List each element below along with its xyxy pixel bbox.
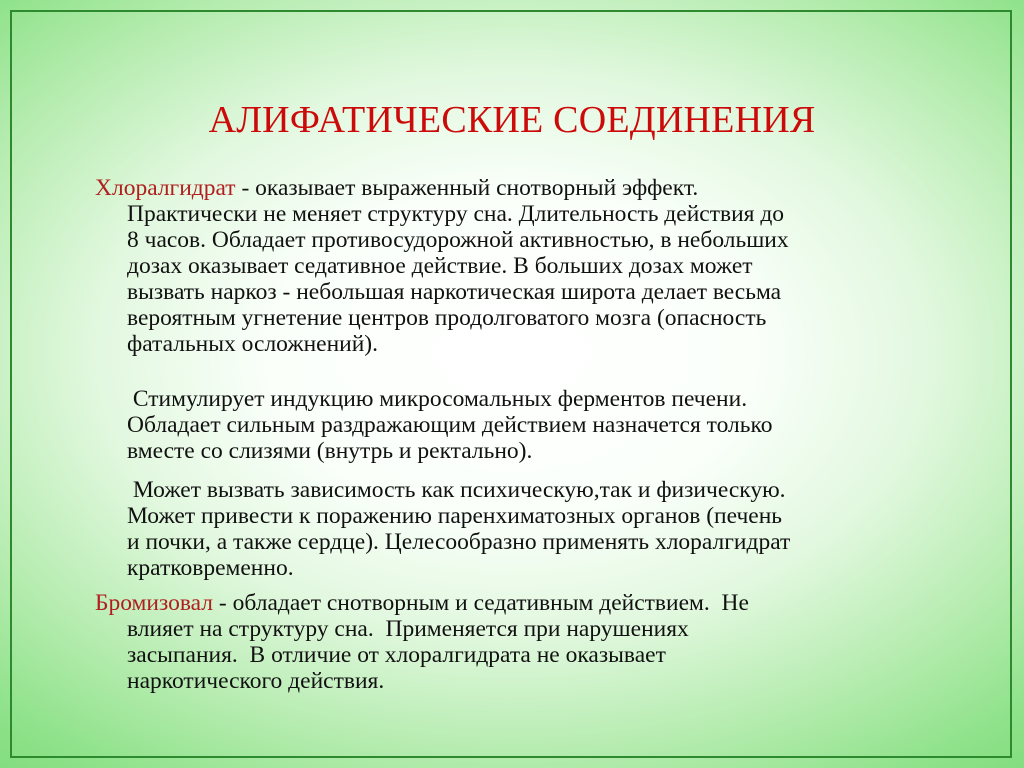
text-line: вероятным угнетение центров продолговатого мозга (опасность	[127, 305, 767, 331]
slide-title: АЛИФАТИЧЕСКИЕ СОЕДИНЕНИЯ	[208, 99, 816, 141]
text-line: засыпания. В отличие от хлоралгидрата не оказывает	[127, 642, 666, 668]
text-line: 8 часов. Обладает противосудорожной активностью, в небольших	[127, 227, 789, 253]
text-line: кратковременно.	[127, 555, 294, 581]
text-line: дозах оказывает седативное действие. В больших дозах может	[127, 253, 753, 279]
text-line: Практически не меняет структуру сна. Длительность действия до	[127, 201, 785, 227]
text-line: влияет на структуру сна. Применяется при нарушениях	[127, 616, 689, 642]
paragraph-chloral-hydrate-line	[95, 175, 698, 201]
text-span: - обладает снотворным и седативным действием. Не	[213, 590, 749, 616]
text-line: и почки, а также сердце). Целесообразно применять хлоралгидрат	[127, 529, 791, 555]
term-bromisoval: Бромизовал	[95, 590, 214, 616]
term-chloral-hydrate: Хлоралгидрат	[95, 175, 236, 201]
text-line: Может вызвать зависимость как психическую,так и физическую.	[127, 477, 786, 503]
text-line: Может привести к поражению паренхиматозных органов (печень	[127, 503, 783, 529]
text-span: - оказывает выраженный снотворный эффект.	[235, 175, 699, 201]
text-line: вместе со слизями (внутрь и ректально).	[127, 438, 533, 464]
text-line: фатальных осложнений).	[127, 331, 379, 357]
text-line: Стимулирует индукцию микросомальных ферментов печени.	[127, 386, 748, 412]
paragraph-bromisoval-line	[95, 590, 749, 616]
text-line: Обладает сильным раздражающим действием назначется только	[127, 412, 773, 438]
text-line: вызвать наркоз - небольшая наркотическая широта делает весьма	[127, 279, 782, 305]
text-line: наркотического действия.	[127, 668, 385, 694]
